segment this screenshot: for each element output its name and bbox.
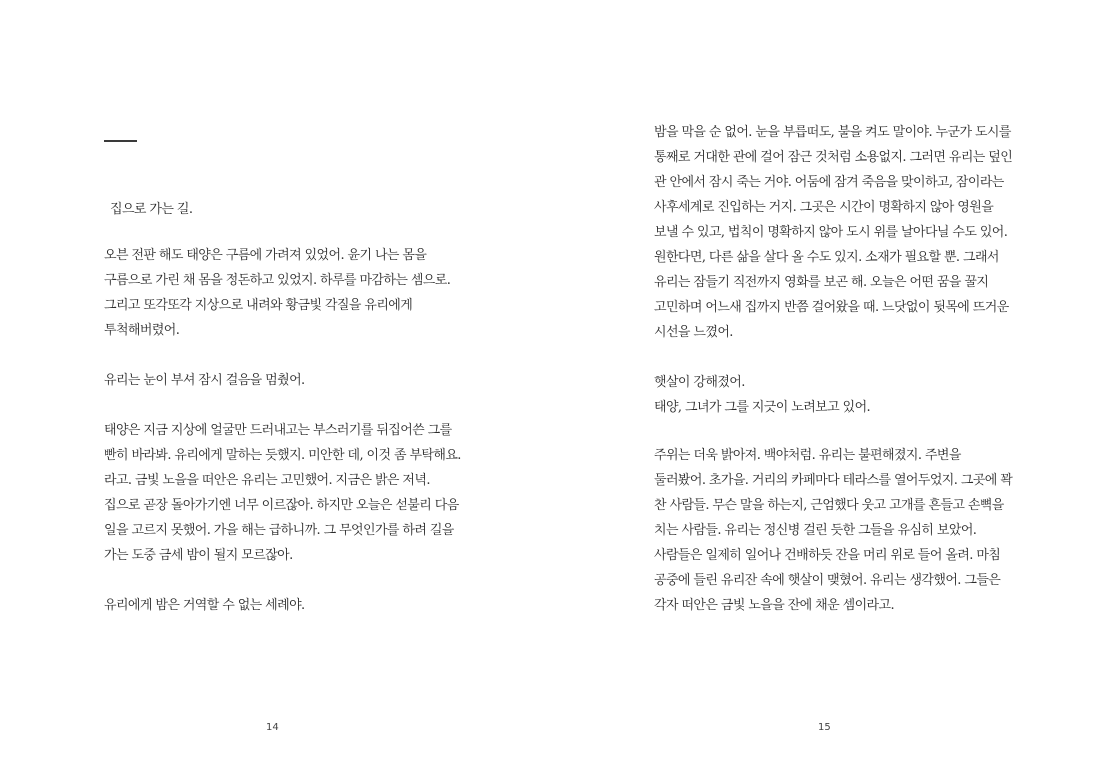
text-line: 태양, 그녀가 그를 지긋이 노려보고 있어. [654, 400, 871, 415]
chapter-title: 집으로 가는 길. [110, 202, 193, 217]
text-line: 주위는 더욱 밝아져. 백야처럼. 유리는 불편해졌지. 주변을 [654, 448, 961, 463]
text-line: 각자 떠안은 금빛 노을을 잔에 채운 셈이라고. [654, 598, 894, 613]
text-line: 일을 고르지 못했어. 가을 해는 급하니까. 그 무엇인가를 하려 길을 [104, 523, 454, 538]
text-line: 투척해버렸어. [104, 323, 180, 338]
text-line: 햇살이 강해졌어. [654, 375, 745, 390]
text-line: 치는 사람들. 유리는 정신병 걸린 듯한 그들을 유심히 보았어. [654, 523, 977, 538]
text-line: 그리고 또각또각 지상으로 내려와 황금빛 각질을 유리에게 [104, 298, 413, 313]
text-line: 보낼 수 있고, 법칙이 명확하지 않아 도시 위를 날아다닐 수도 있어. [654, 225, 1008, 240]
text-line: 가는 도중 금세 밤이 될지 모르잖아. [104, 548, 293, 563]
section-divider [104, 140, 137, 142]
text-line: 사람들은 일제히 일어나 건배하듯 잔을 머리 위로 들어 올려. 마침 [654, 548, 1001, 563]
text-line: 원한다면, 다른 삶을 살다 올 수도 있지. 소재가 필요할 뿐. 그래서 [654, 250, 999, 265]
text-line: 유리는 눈이 부셔 잠시 걸음을 멈췄어. [104, 373, 305, 388]
text-line: 태양은 지금 지상에 얼굴만 드러내고는 부스러기를 뒤집어쓴 그를 [104, 423, 452, 438]
text-line: 통째로 거대한 관에 걸어 잠근 것처럼 소용없지. 그러면 유리는 덮인 [654, 150, 1013, 165]
text-line: 공중에 들린 유리잔 속에 햇살이 맺혔어. 유리는 생각했어. 그들은 [654, 573, 1001, 588]
text-line: 밤을 막을 순 없어. 눈을 부릅떠도, 불을 켜도 말이야. 누군가 도시를 [654, 125, 1011, 140]
text-line: 찬 사람들. 무슨 말을 하는지, 근엄했다 웃고 고개를 흔들고 손뼉을 [654, 498, 1004, 513]
text-line: 빤히 바라봐. 유리에게 말하는 듯했지. 미안한 데, 이것 좀 부탁해요. [104, 448, 461, 463]
text-line: 유리에게 밤은 거역할 수 없는 세례야. [104, 598, 305, 613]
right-page [548, 0, 1097, 770]
page-number: 15 [818, 722, 831, 733]
left-page [0, 0, 548, 770]
text-line: 유리는 잠들기 직전까지 영화를 보곤 해. 오늘은 어떤 꿈을 꿀지 [654, 275, 989, 290]
text-line: 관 안에서 잠시 죽는 거야. 어둠에 잠겨 죽음을 맞이하고, 잠이라는 [654, 175, 1004, 190]
text-line: 오븐 전판 해도 태양은 구름에 가려져 있었어. 윤기 나는 몸을 [104, 248, 427, 263]
text-line: 집으로 곧장 돌아가기엔 너무 이르잖아. 하지만 오늘은 섣불리 다음 [104, 498, 459, 513]
text-line: 둘러봤어. 초가을. 거리의 카페마다 테라스를 열어두었지. 그곳에 꽉 [654, 473, 1013, 488]
text-line: 시선을 느꼈어. [654, 325, 733, 340]
text-line: 사후세계로 진입하는 거지. 그곳은 시간이 명확하지 않아 영원을 [654, 200, 994, 215]
text-line: 구름으로 가린 채 몸을 정돈하고 있었지. 하루를 마감하는 셈으로. [104, 273, 451, 288]
text-line: 라고. 금빛 노을을 떠안은 유리는 고민했어. 지금은 밝은 저녁. [104, 473, 430, 488]
text-line: 고민하며 어느새 집까지 반쯤 걸어왔을 때. 느닷없이 뒷목에 뜨거운 [654, 300, 1009, 315]
page-number: 14 [266, 722, 279, 733]
